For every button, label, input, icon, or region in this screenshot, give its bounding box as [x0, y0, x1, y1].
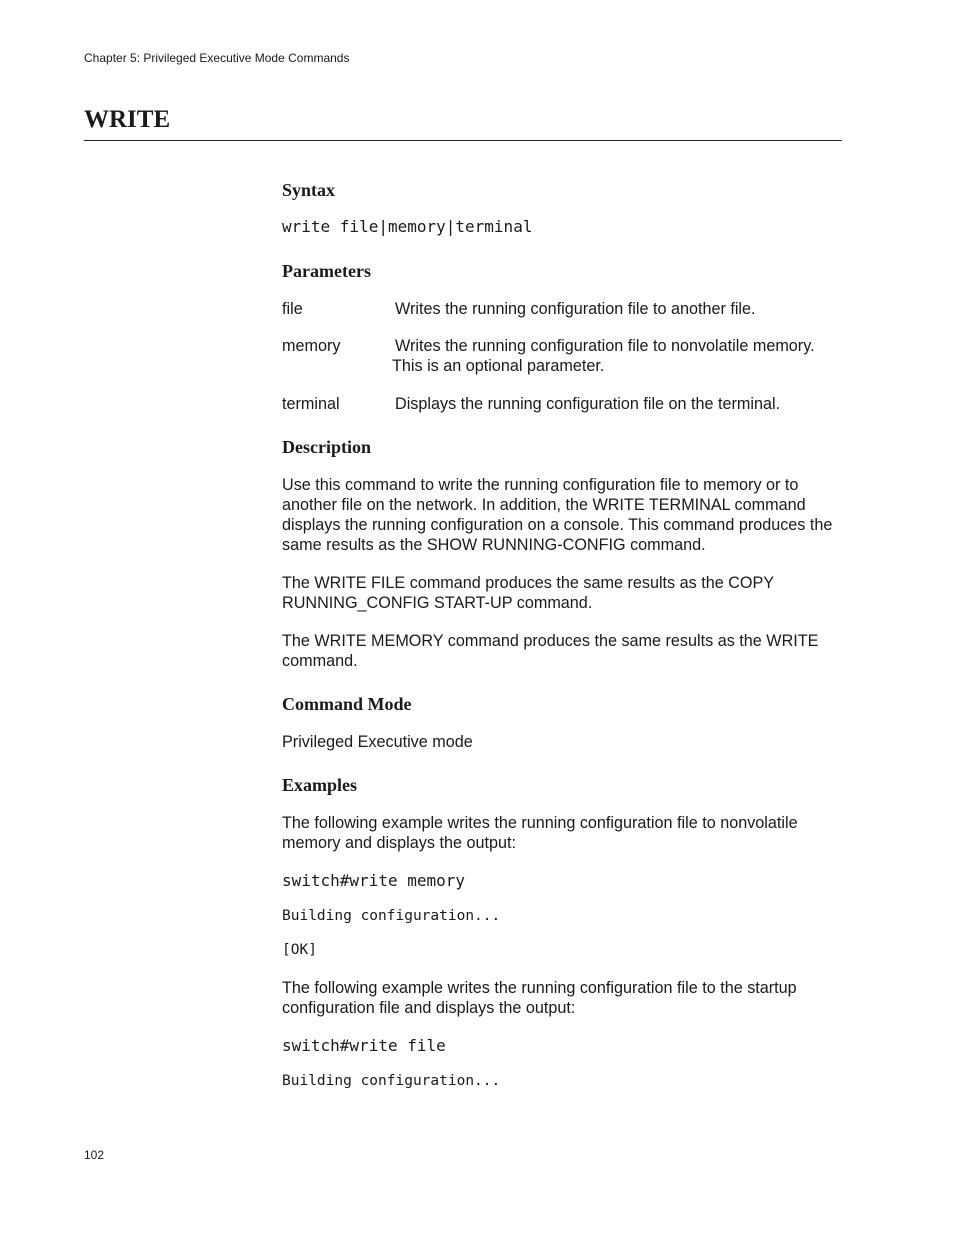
example-output: Building configuration... [282, 908, 501, 924]
examples-heading: Examples [282, 775, 358, 795]
syntax-code: write file|memory|terminal [282, 217, 533, 236]
description-paragraph: Use this command to write the running configuration file to memory or to another file on the network. In addition, the WRITE TERMINAL command displays the running configuration on a console. This command produces the same results as the SHOW RUNNING-CONFIG command. [282, 476, 833, 554]
param-name-memory: memory [282, 337, 341, 355]
param-desc-memory-line2: This is an optional parameter. [392, 357, 605, 375]
title-rule [84, 140, 842, 141]
example-command: switch#write file [282, 1036, 446, 1055]
command-mode-text: Privileged Executive mode [282, 733, 473, 751]
example-output: Building configuration... [282, 1073, 501, 1089]
syntax-heading: Syntax [282, 180, 336, 200]
description-paragraph: The WRITE MEMORY command produces the same results as the WRITE command. [282, 632, 819, 670]
param-desc-terminal: Displays the running configuration file on the terminal. [395, 395, 781, 413]
example-intro: The following example writes the running configuration file to nonvolatile memory and displays the output: [282, 814, 798, 852]
example-output: [OK] [282, 942, 317, 958]
parameters-heading: Parameters [282, 261, 371, 281]
param-desc-memory [392, 336, 855, 376]
page-title: WRITE [84, 106, 171, 133]
running-head: Chapter 5: Privileged Executive Mode Commands [84, 51, 350, 65]
page-number: 102 [84, 1148, 105, 1162]
example-intro: The following example writes the running configuration file to the startup configuration file and displays the output: [282, 979, 797, 1017]
description-paragraph: The WRITE FILE command produces the same results as the COPY RUNNING_CONFIG START-UP command. [282, 574, 774, 612]
example-command: switch#write memory [282, 871, 466, 890]
param-name-file: file [282, 300, 303, 318]
description-heading: Description [282, 437, 371, 457]
command-mode-heading: Command Mode [282, 694, 412, 714]
param-desc-memory-line1: Writes the running configuration file to nonvolatile memory. [395, 337, 815, 355]
param-desc-file: Writes the running configuration file to another file. [395, 300, 756, 318]
param-name-terminal: terminal [282, 395, 340, 413]
